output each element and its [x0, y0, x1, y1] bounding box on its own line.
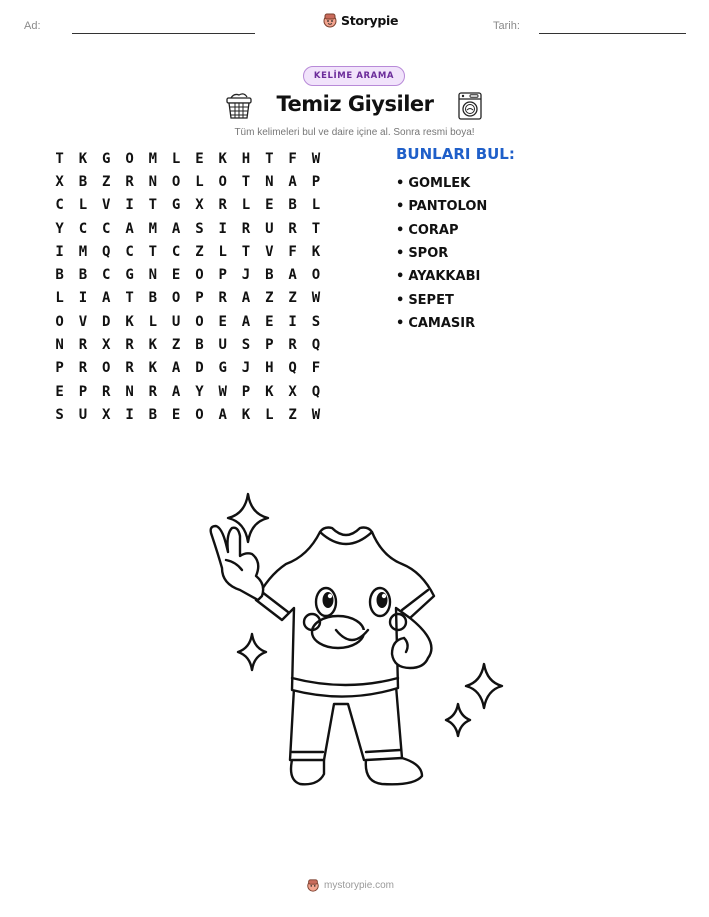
grid-letter[interactable]: Q	[288, 360, 297, 377]
grid-letter[interactable]: B	[265, 267, 274, 284]
grid-letter[interactable]: V	[265, 243, 274, 260]
grid-letter[interactable]: S	[195, 220, 204, 237]
grid-letter[interactable]: T	[241, 173, 251, 190]
page-title: Temiz Giysiler	[276, 92, 434, 116]
grid-letter[interactable]: V	[102, 197, 111, 214]
grid-letter[interactable]: M	[78, 243, 88, 260]
grid-letter[interactable]: G	[125, 267, 134, 284]
grid-letter[interactable]: X	[55, 173, 64, 190]
grid-letter[interactable]: F	[311, 360, 321, 377]
word-list-item	[396, 172, 487, 195]
grid-letter[interactable]: A	[102, 290, 111, 307]
grid-letter[interactable]: R	[125, 360, 134, 377]
grid-letter[interactable]: R	[125, 337, 134, 354]
grid-letter[interactable]: K	[241, 406, 251, 423]
grid-letter[interactable]: N	[148, 267, 158, 284]
grid-letter[interactable]: P	[55, 360, 64, 377]
grid-letter[interactable]: O	[195, 406, 204, 423]
grid-letter[interactable]: A	[288, 267, 297, 284]
grid-letter[interactable]: M	[148, 150, 158, 167]
word-list-item	[396, 219, 487, 242]
grid-letter[interactable]: S	[311, 313, 321, 330]
grid-letter[interactable]: W	[311, 290, 321, 307]
grid-row	[48, 263, 328, 286]
grid-letter[interactable]: T	[55, 150, 64, 167]
grid-letter[interactable]: C	[125, 243, 134, 260]
grid-letter[interactable]: I	[218, 220, 227, 237]
grid-letter[interactable]: T	[241, 243, 251, 260]
word-list-item	[396, 195, 487, 218]
bullet: •	[396, 199, 405, 215]
grid-letter[interactable]: Z	[288, 406, 297, 423]
instructions: Tüm kelimeleri bul ve daire içine al. Sonra resmi boya!	[234, 127, 475, 138]
grid-letter[interactable]: P	[195, 290, 204, 307]
grid-letter[interactable]: Q	[311, 383, 321, 400]
grid-letter[interactable]: E	[218, 313, 227, 330]
grid-letter[interactable]: K	[148, 337, 158, 354]
grid-letter[interactable]: C	[102, 267, 111, 284]
letter-grid	[48, 147, 328, 427]
grid-letter[interactable]: Z	[171, 337, 181, 354]
grid-row	[48, 217, 328, 240]
grid-letter[interactable]: E	[55, 383, 64, 400]
word-list	[396, 172, 487, 335]
grid-row	[48, 287, 328, 310]
grid-letter[interactable]: C	[55, 197, 64, 214]
grid-letter[interactable]: C	[78, 220, 88, 237]
grid-letter[interactable]: B	[78, 267, 88, 284]
grid-letter[interactable]: Q	[102, 243, 111, 260]
storypie-mascot-icon	[306, 878, 320, 892]
grid-letter[interactable]: P	[241, 383, 251, 400]
grid-letter[interactable]: A	[288, 173, 297, 190]
grid-letter[interactable]: X	[195, 197, 204, 214]
grid-letter[interactable]: A	[241, 290, 251, 307]
grid-letter[interactable]: S	[55, 406, 64, 423]
grid-letter[interactable]: K	[78, 150, 88, 167]
grid-letter[interactable]: E	[265, 313, 274, 330]
footer-url: mystorypie.com	[324, 879, 395, 891]
grid-letter[interactable]: R	[218, 197, 227, 214]
grid-letter[interactable]: T	[148, 243, 158, 260]
grid-letter[interactable]: R	[125, 173, 134, 190]
grid-letter[interactable]: B	[78, 173, 88, 190]
grid-row	[48, 380, 328, 403]
grid-letter[interactable]: O	[55, 313, 64, 330]
grid-letter[interactable]: B	[288, 197, 297, 214]
grid-letter[interactable]: L	[55, 290, 64, 307]
bullet: •	[396, 269, 405, 285]
grid-letter[interactable]: L	[78, 197, 88, 214]
grid-row	[48, 310, 328, 333]
word-list-item	[396, 265, 487, 288]
grid-letter[interactable]: D	[102, 313, 111, 330]
word-text: AYAKKABI	[408, 269, 481, 285]
grid-letter[interactable]: N	[125, 383, 134, 400]
grid-letter[interactable]: L	[265, 406, 274, 423]
grid-letter[interactable]: U	[171, 313, 181, 330]
word-text: CAMASIR	[408, 315, 476, 331]
grid-letter[interactable]: N	[55, 337, 64, 354]
footer	[306, 878, 394, 892]
grid-letter[interactable]: B	[148, 406, 158, 423]
bullet: •	[396, 222, 405, 238]
brand	[322, 12, 398, 28]
word-list-item	[396, 242, 487, 265]
grid-letter[interactable]: T	[125, 290, 134, 307]
grid-letter[interactable]: O	[218, 173, 227, 190]
grid-letter[interactable]: I	[125, 197, 134, 214]
grid-letter[interactable]: I	[78, 290, 88, 307]
activity-badge: KELİME ARAMA	[303, 66, 405, 86]
grid-letter[interactable]: M	[148, 220, 158, 237]
word-text: CORAP	[408, 222, 459, 238]
grid-letter[interactable]: V	[78, 313, 88, 330]
grid-letter[interactable]: F	[288, 243, 297, 260]
date-label: Tarih:	[493, 20, 520, 32]
grid-letter[interactable]: O	[171, 173, 181, 190]
grid-letter[interactable]: I	[125, 406, 134, 423]
grid-letter[interactable]: N	[148, 173, 158, 190]
grid-letter[interactable]: R	[78, 337, 88, 354]
grid-letter[interactable]: O	[102, 360, 111, 377]
grid-letter[interactable]: L	[148, 313, 158, 330]
grid-letter[interactable]: C	[102, 220, 111, 237]
grid-letter[interactable]: W	[218, 383, 227, 400]
grid-letter[interactable]: E	[171, 406, 181, 423]
grid-letter[interactable]: Z	[195, 243, 204, 260]
grid-letter[interactable]: A	[171, 360, 181, 377]
grid-letter[interactable]: L	[171, 150, 181, 167]
t-shirt-mascot-illustration	[196, 492, 516, 802]
grid-letter[interactable]: C	[171, 243, 181, 260]
bullet: •	[396, 176, 405, 192]
grid-letter[interactable]: R	[102, 383, 111, 400]
grid-letter[interactable]: H	[265, 360, 274, 377]
storypie-mascot-icon	[322, 12, 338, 28]
name-line	[72, 33, 255, 34]
grid-letter[interactable]: H	[241, 150, 251, 167]
name-label: Ad:	[24, 20, 41, 32]
grid-letter[interactable]: B	[55, 267, 64, 284]
grid-letter[interactable]: P	[218, 267, 227, 284]
word-text: GOMLEK	[408, 176, 471, 192]
sparkle-right-small	[446, 704, 470, 736]
grid-letter[interactable]: U	[218, 337, 227, 354]
bullet: •	[396, 292, 405, 308]
grid-letter[interactable]: E	[171, 267, 181, 284]
word-list-title: BUNLARI BUL:	[396, 145, 515, 163]
grid-letter[interactable]: R	[288, 337, 297, 354]
grid-letter[interactable]: Z	[102, 173, 111, 190]
grid-letter[interactable]: R	[78, 360, 88, 377]
word-text: PANTOLON	[408, 199, 488, 215]
grid-letter[interactable]: L	[241, 197, 251, 214]
word-text: SEPET	[408, 292, 454, 308]
grid-row	[48, 147, 328, 170]
word-list-item	[396, 312, 487, 335]
grid-letter[interactable]: G	[102, 150, 111, 167]
washing-machine-icon	[457, 91, 483, 121]
grid-row	[48, 333, 328, 356]
grid-row	[48, 357, 328, 380]
sparkle-left	[238, 634, 266, 670]
grid-letter[interactable]: J	[241, 267, 251, 284]
grid-row	[48, 170, 328, 193]
grid-letter[interactable]: R	[288, 220, 297, 237]
word-text: SPOR	[408, 246, 449, 262]
grid-letter[interactable]: K	[218, 150, 227, 167]
grid-letter[interactable]: K	[265, 383, 274, 400]
grid-letter[interactable]: K	[148, 360, 158, 377]
grid-letter[interactable]: T	[148, 197, 158, 214]
brand-name: Storypie	[341, 12, 399, 28]
grid-row	[48, 403, 328, 426]
grid-letter[interactable]: J	[241, 360, 251, 377]
grid-letter[interactable]: O	[171, 290, 181, 307]
grid-letter[interactable]: E	[265, 197, 274, 214]
grid-letter[interactable]: L	[311, 197, 321, 214]
bullet: •	[396, 246, 405, 262]
grid-letter[interactable]: Z	[288, 290, 297, 307]
grid-letter[interactable]: X	[102, 406, 111, 423]
grid-letter[interactable]: K	[125, 313, 134, 330]
grid-letter[interactable]: G	[218, 360, 227, 377]
grid-letter[interactable]: A	[171, 220, 181, 237]
grid-letter[interactable]: T	[311, 220, 321, 237]
grid-letter[interactable]: U	[265, 220, 274, 237]
grid-letter[interactable]: R	[218, 290, 227, 307]
grid-row	[48, 240, 328, 263]
grid-letter[interactable]: I	[55, 243, 64, 260]
grid-letter[interactable]: A	[241, 313, 251, 330]
grid-letter[interactable]: S	[241, 337, 251, 354]
grid-letter[interactable]: P	[311, 173, 321, 190]
grid-letter[interactable]: L	[195, 173, 204, 190]
grid-letter[interactable]: B	[195, 337, 204, 354]
grid-letter[interactable]: O	[311, 267, 321, 284]
grid-letter[interactable]: O	[195, 313, 204, 330]
grid-letter[interactable]: I	[288, 313, 297, 330]
grid-letter[interactable]: E	[195, 150, 204, 167]
grid-letter[interactable]: B	[148, 290, 158, 307]
grid-letter[interactable]: W	[311, 406, 321, 423]
grid-letter[interactable]: O	[195, 267, 204, 284]
grid-letter[interactable]: K	[311, 243, 321, 260]
grid-letter[interactable]: A	[125, 220, 134, 237]
grid-letter[interactable]: U	[78, 406, 88, 423]
grid-letter[interactable]: Z	[265, 290, 274, 307]
bullet: •	[396, 315, 405, 331]
grid-letter[interactable]: X	[288, 383, 297, 400]
grid-letter[interactable]: N	[265, 173, 274, 190]
grid-letter[interactable]: Y	[55, 220, 64, 237]
grid-letter[interactable]: Q	[311, 337, 321, 354]
grid-letter[interactable]: T	[265, 150, 274, 167]
grid-letter[interactable]: A	[218, 406, 227, 423]
sparkle-right-big	[466, 664, 502, 708]
grid-letter[interactable]: P	[78, 383, 88, 400]
grid-letter[interactable]: A	[171, 383, 181, 400]
grid-letter[interactable]: L	[218, 243, 227, 260]
grid-row	[48, 194, 328, 217]
grid-letter[interactable]: F	[288, 150, 297, 167]
grid-letter[interactable]: X	[102, 337, 111, 354]
grid-letter[interactable]: D	[195, 360, 204, 377]
grid-letter[interactable]: R	[148, 383, 158, 400]
grid-letter[interactable]: Y	[195, 383, 204, 400]
laundry-basket-icon	[225, 91, 253, 121]
grid-letter[interactable]: O	[125, 150, 134, 167]
date-line	[539, 33, 686, 34]
grid-letter[interactable]: R	[241, 220, 251, 237]
word-list-item	[396, 288, 487, 311]
grid-letter[interactable]: W	[311, 150, 321, 167]
grid-letter[interactable]: P	[265, 337, 274, 354]
grid-letter[interactable]: G	[171, 197, 181, 214]
